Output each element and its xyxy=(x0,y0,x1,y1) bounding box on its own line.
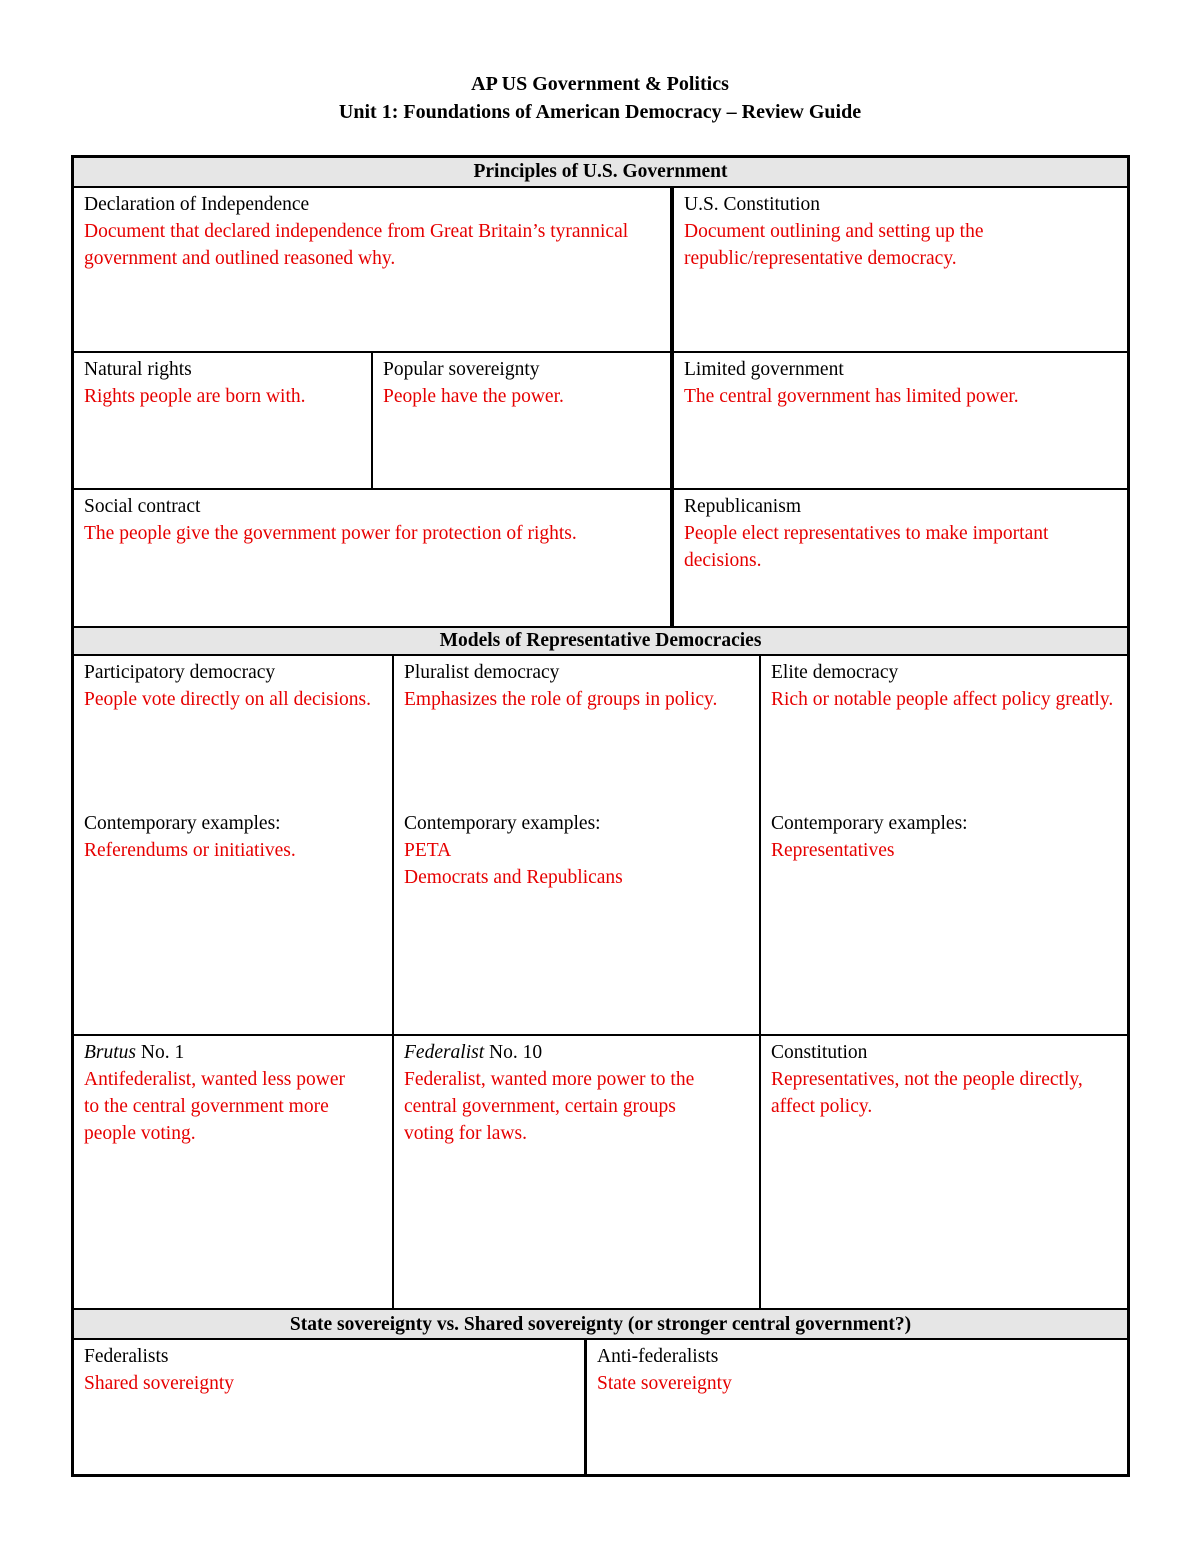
title-line-1: AP US Government & Politics xyxy=(471,73,729,95)
cell-popular-sovereignty xyxy=(375,353,667,410)
cell-participatory xyxy=(76,656,386,864)
natural-rights-answer: Rights people are born with. xyxy=(84,386,306,407)
cell-social-contract xyxy=(76,490,636,547)
limited-government-label: Limited government xyxy=(684,359,844,380)
cell-anti-federalists xyxy=(589,1340,1089,1397)
federalists-answer: Shared sovereignty xyxy=(84,1373,235,1394)
social-contract-answer: The people give the government power for protection of rights. xyxy=(84,523,577,544)
pluralist-answer: Emphasizes the role of groups in policy. xyxy=(404,689,718,710)
participatory-examples-label: Contemporary examples: xyxy=(84,813,281,834)
brutus-label xyxy=(84,1039,346,1066)
cell-constitution-model xyxy=(763,1036,1083,1120)
cell-limited-government xyxy=(676,353,1121,410)
document-title xyxy=(0,70,1200,126)
constitution-model-answer: Representatives, not the people directly, affect policy. xyxy=(771,1069,1083,1117)
models-header: Models of Representative Democracies xyxy=(74,626,1127,656)
elite-label: Elite democracy xyxy=(771,662,899,683)
constitution-label: U.S. Constitution xyxy=(684,194,820,215)
title-line-2: Unit 1: Foundations of American Democracy – Review Guide xyxy=(338,101,862,123)
cell-constitution xyxy=(676,188,1116,272)
pluralist-examples-label: Contemporary examples: xyxy=(404,813,601,834)
republicanism-answer: People elect representatives to make important decisions. xyxy=(684,523,1049,571)
cell-federalists xyxy=(76,1340,576,1397)
participatory-label: Participatory democracy xyxy=(84,662,276,683)
popular-sovereignty-answer: People have the power. xyxy=(383,386,564,407)
constitution-model-label: Constitution xyxy=(771,1042,868,1063)
popular-sovereignty-label: Popular sovereignty xyxy=(383,359,540,380)
declaration-label: Declaration of Independence xyxy=(84,194,310,215)
federalist-label-italic: Federalist xyxy=(404,1042,485,1063)
brutus-label-italic: Brutus xyxy=(84,1042,137,1063)
constitution-answer: Document outlining and setting up the republic/representative democracy. xyxy=(684,221,984,269)
cell-republicanism xyxy=(676,490,1076,574)
cell-pluralist xyxy=(396,656,746,891)
pluralist-example-1: PETA xyxy=(404,840,452,861)
natural-rights-label: Natural rights xyxy=(84,359,192,380)
social-contract-label: Social contract xyxy=(84,496,201,517)
declaration-answer: Document that declared independence from Great Britain’s tyrannical government and outlined reasoned why. xyxy=(84,221,629,269)
elite-example: Representatives xyxy=(771,840,895,861)
federalist-label-number: No. 10 xyxy=(484,1042,543,1063)
limited-government-answer: The central government has limited power. xyxy=(684,386,1019,407)
participatory-example: Referendums or initiatives. xyxy=(84,840,296,861)
brutus-answer: Antifederalist, wanted less power to the central government more people voting. xyxy=(84,1069,346,1144)
sovereignty-header: State sovereignty vs. Shared sovereignty (or stronger central government?) xyxy=(74,1308,1127,1340)
principles-header: Principles of U.S. Government xyxy=(74,158,1127,188)
anti-federalists-label: Anti-federalists xyxy=(597,1346,719,1367)
cell-federalist xyxy=(396,1036,726,1147)
elite-answer: Rich or notable people affect policy greatly. xyxy=(771,689,1114,710)
participatory-answer: People vote directly on all decisions. xyxy=(84,689,372,710)
republicanism-label: Republicanism xyxy=(684,496,801,517)
federalist-answer: Federalist, wanted more power to the central government, certain groups voting for laws. xyxy=(404,1069,695,1144)
elite-examples-label: Contemporary examples: xyxy=(771,813,968,834)
anti-federalists-answer: State sovereignty xyxy=(597,1373,732,1394)
cell-brutus xyxy=(76,1036,346,1147)
federalist-label xyxy=(404,1039,726,1066)
pluralist-example-2: Democrats and Republicans xyxy=(404,867,623,888)
cell-declaration xyxy=(76,188,666,272)
brutus-label-number: No. 1 xyxy=(136,1042,185,1063)
pluralist-label: Pluralist democracy xyxy=(404,662,560,683)
federalists-label: Federalists xyxy=(84,1346,169,1367)
cell-natural-rights xyxy=(76,353,368,410)
cell-elite xyxy=(763,656,1123,864)
